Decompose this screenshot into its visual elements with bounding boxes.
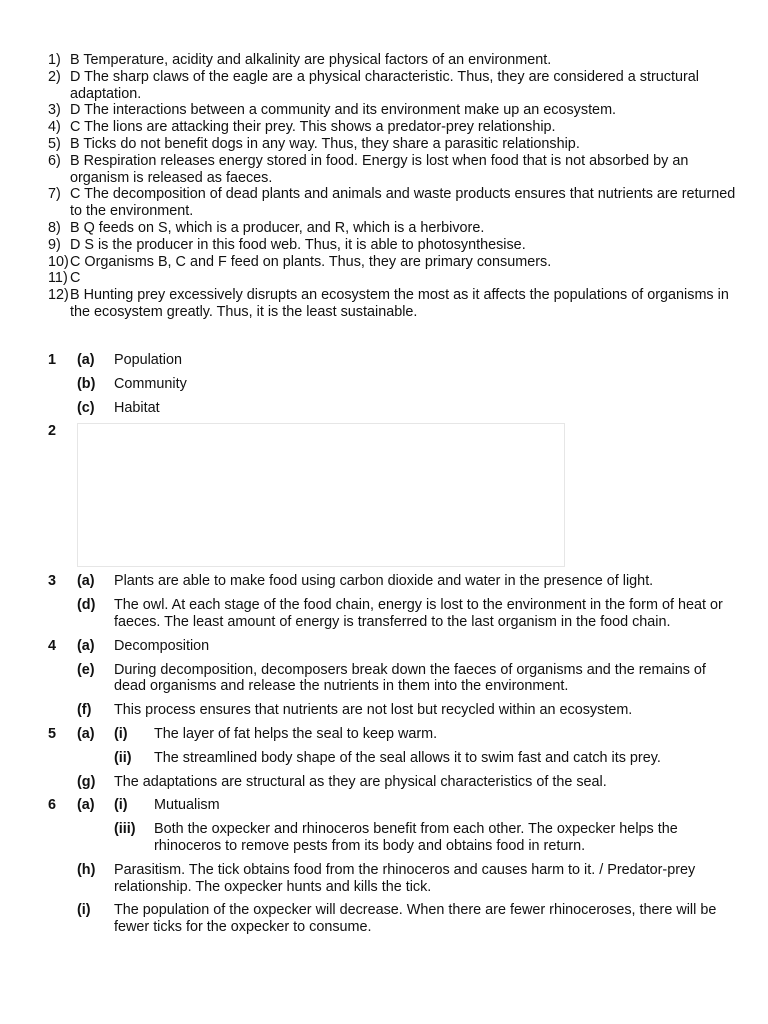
part-label: (g): [77, 773, 96, 790]
question-number: 6: [48, 797, 57, 814]
answer-row: [48, 774, 738, 791]
answer-text: The population of the oxpecker will decrease. When there are fewer rhinoceroses, there will be fewer ticks for the oxpecker to consume.: [114, 902, 717, 936]
mcq-answer: C: [70, 270, 81, 287]
answer-row: [48, 376, 738, 393]
mcq-item: [48, 136, 738, 153]
mcq-number: 9): [48, 236, 61, 253]
answer-row: [48, 662, 738, 696]
answer-row: [48, 821, 738, 855]
mcq-number: 8): [48, 219, 61, 236]
mcq-item: [48, 52, 738, 69]
mcq-number: 11): [48, 270, 68, 287]
subpart-label: (ii): [114, 749, 132, 766]
mcq-number: 4): [48, 119, 61, 136]
mcq-answer: B Temperature, acidity and alkalinity are physical factors of an environment.: [70, 52, 552, 68]
answer-row: [48, 597, 738, 631]
answer-text: Mutualism: [154, 797, 220, 814]
answer-row: [48, 352, 738, 369]
mcq-number: 1): [48, 52, 61, 68]
part-label: (i): [77, 902, 91, 919]
answer-text: During decomposition, decomposers break down the faeces of organisms and the remains of dead organisms and release the nutrients in them into the environment.: [114, 661, 706, 695]
mcq-number: 2): [48, 68, 61, 85]
answer-row: [48, 902, 738, 936]
mcq-number: 6): [48, 152, 61, 169]
answer-text: The owl. At each stage of the food chain, energy is lost to the environment in the form of heat or faeces. The least amount of energy is transferred to the last organism in the food chain.: [114, 597, 723, 630]
mcq-item: [48, 287, 738, 321]
part-label: (a): [77, 352, 95, 368]
answer-row: [48, 862, 738, 896]
answer-row: [48, 726, 738, 743]
part-label: (f): [77, 702, 92, 719]
answer-row: [48, 573, 738, 590]
mcq-number: 7): [48, 186, 61, 203]
answer-row: [48, 702, 738, 719]
part-label: (h): [77, 861, 96, 878]
part-label: (a): [77, 573, 95, 590]
mcq-answer: B Q feeds on S, which is a producer, and R, which is a herbivore.: [70, 219, 485, 236]
mcq-item: [48, 186, 738, 220]
answer-text: Habitat: [114, 399, 160, 416]
answer-row: [48, 750, 738, 767]
mcq-item: [48, 69, 738, 103]
answer-row: [48, 638, 738, 655]
part-label: (a): [77, 797, 95, 814]
mcq-answer: D S is the producer in this food web. Thus, it is able to photosynthesise.: [70, 236, 526, 253]
answer-row: [48, 797, 738, 814]
answer-text: The adaptations are structural as they are physical characteristics of the seal.: [114, 773, 607, 790]
answer-row: [48, 400, 738, 417]
mcq-answer-list: [48, 52, 738, 321]
answer-text: Community: [114, 375, 187, 392]
part-label: (a): [77, 637, 95, 654]
mcq-answer: D The sharp claws of the eagle are a physical characteristic. Thus, they are considered a structural adaptation.: [70, 68, 699, 102]
part-label: (e): [77, 661, 95, 678]
mcq-answer: C The decomposition of dead plants and animals and waste products ensures that nutrients are returned to the environment.: [70, 186, 736, 220]
mcq-answer: C The lions are attacking their prey. This shows a predator-prey relationship.: [70, 119, 556, 136]
part-label: (c): [77, 399, 95, 416]
answer-text: The streamlined body shape of the seal allows it to swim fast and catch its prey.: [154, 749, 661, 766]
answer-text: Population: [114, 352, 183, 368]
part-label: (b): [77, 375, 96, 392]
mcq-number: 5): [48, 135, 61, 152]
mcq-answer: B Respiration releases energy stored in food. Energy is lost when food that is not absorbed by an organism is released as faeces.: [70, 152, 689, 186]
subpart-label: (i): [114, 725, 128, 742]
mcq-item: [48, 153, 738, 187]
mcq-number: 10): [48, 253, 69, 270]
part-label: (d): [77, 597, 96, 614]
mcq-item: [48, 119, 738, 136]
answer-text: Parasitism. The tick obtains food from the rhinoceros and causes harm to it. / Predator-prey relationship. The oxpecker hunts and kills the tick.: [114, 861, 696, 895]
answer-text: Plants are able to make food using carbon dioxide and water in the presence of light.: [114, 573, 654, 590]
question-number: 4: [48, 637, 57, 654]
mcq-item: [48, 270, 738, 287]
answer-text: Decomposition: [114, 637, 210, 654]
mcq-number: 12): [48, 287, 69, 304]
mcq-number: 3): [48, 102, 61, 119]
answer-text: Both the oxpecker and rhinoceros benefit from each other. The oxpecker helps the rhinoceros to remove pests from its body and obtains food in return.: [154, 821, 678, 854]
mcq-item: [48, 237, 738, 254]
mcq-answer: B Ticks do not benefit dogs in any way. Thus, they share a parasitic relationship.: [70, 135, 580, 152]
part-label: (a): [77, 725, 95, 742]
mcq-answer: C Organisms B, C and F feed on plants. Thus, they are primary consumers.: [70, 253, 552, 270]
question-number: 3: [48, 573, 57, 590]
answer-text: This process ensures that nutrients are not lost but recycled within an ecosystem.: [114, 702, 633, 719]
subpart-label: (i): [114, 797, 128, 814]
subpart-label: (iii): [114, 821, 136, 838]
mcq-item: [48, 220, 738, 237]
question-number: 5: [48, 725, 57, 742]
blank-figure-area: [77, 423, 565, 567]
mcq-answer: B Hunting prey excessively disrupts an ecosystem the most as it affects the populations of organisms in the ecosystem greatly. Thus, it is the least sustainable.: [70, 287, 729, 320]
mcq-item: [48, 254, 738, 271]
mcq-answer: D The interactions between a community and its environment make up an ecosystem.: [70, 102, 617, 119]
answer-text: The layer of fat helps the seal to keep warm.: [154, 725, 438, 742]
question-number: 1: [48, 352, 57, 368]
question-number: 2: [48, 423, 57, 440]
mcq-item: [48, 102, 738, 119]
